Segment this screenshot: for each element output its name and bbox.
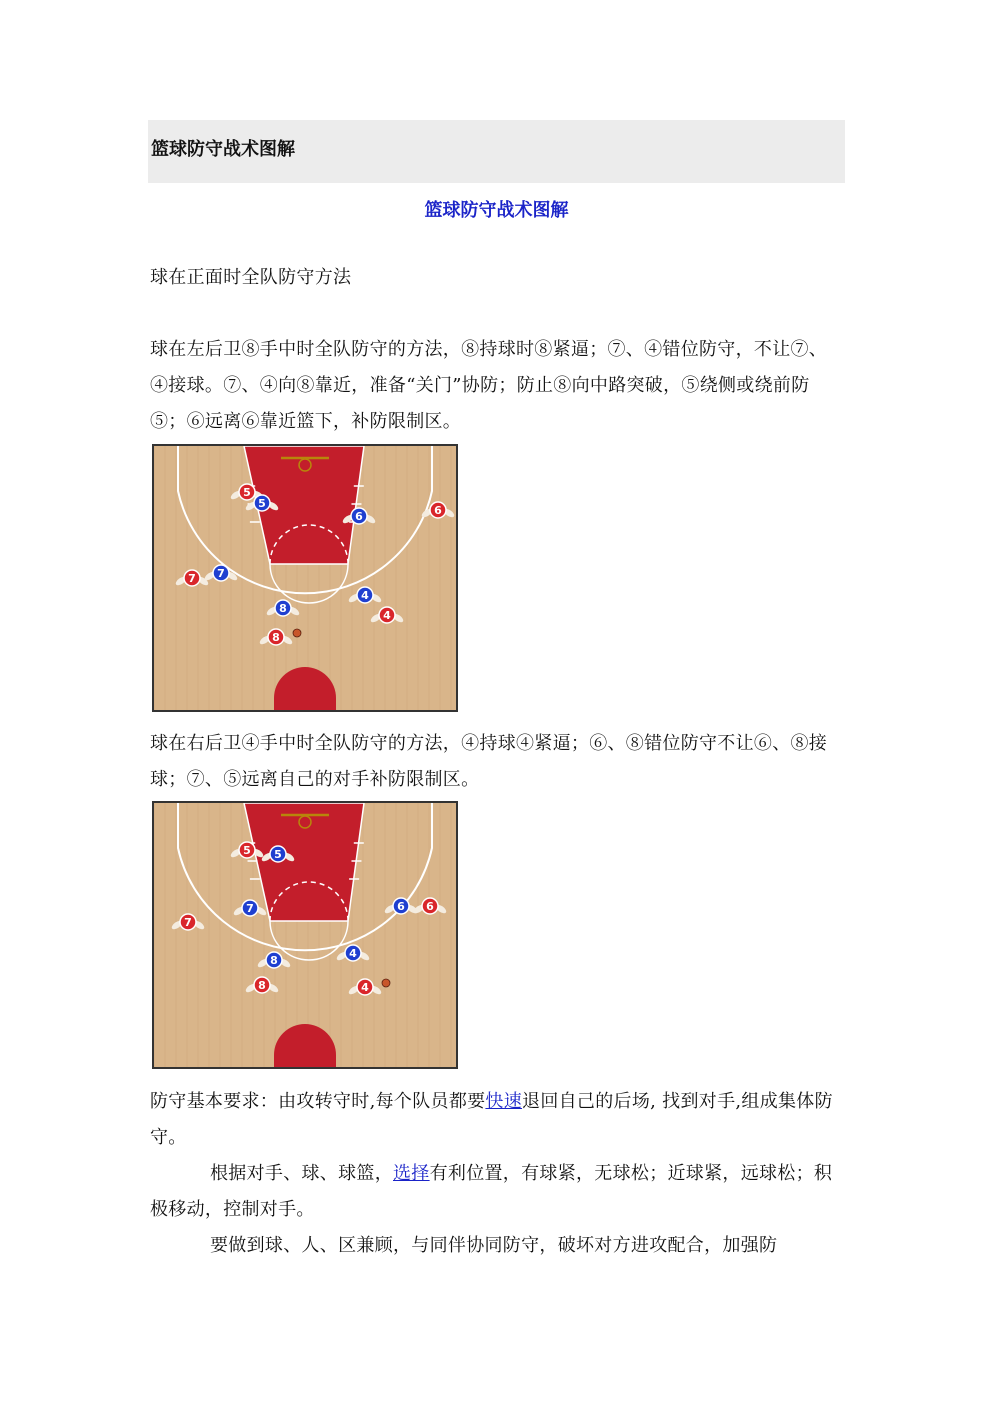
link-kuaisu[interactable]: 快速 [485,1091,523,1112]
player-number: 8 [258,979,266,992]
player-number: 6 [434,504,442,517]
basketball-icon [382,979,390,987]
court-diagram-2 [152,801,458,1069]
text-segment: 有利位置，有球紧，无球松；近球紧，远球松；积极移动，控制对手。 [150,1163,833,1220]
header-bar [148,120,845,183]
player-number: 7 [217,567,225,580]
player-number: 7 [246,902,254,915]
player-number: 4 [349,947,357,960]
player-number: 6 [426,900,434,913]
player-number: 7 [188,572,196,585]
player-number: 5 [243,486,251,499]
text-segment: 退回自己的后场, 找到对手,组成集体防守。 [150,1091,833,1148]
player-number: 5 [274,848,282,861]
player-number: 5 [243,844,251,857]
player-number: 8 [270,954,278,967]
text-segment: 防守基本要求：由攻转守时,每个队员都要 [150,1091,486,1112]
player-number: 4 [383,609,391,622]
text-segment: 根据对手、球、球篮， [210,1163,393,1184]
section-heading: 球在正面时全队防守方法 [150,267,352,288]
paragraph-positioning [150,1156,840,1228]
link-xuanze[interactable]: 选择 [393,1163,430,1184]
player-number: 8 [279,602,287,615]
player-number: 5 [258,497,266,510]
player-number: 6 [397,900,405,913]
court-diagram-1 [152,444,458,712]
player-number: 7 [184,916,192,929]
header-title: 篮球防守战术图解 [151,139,295,160]
paragraph-right-guard: 球在右后卫④手中时全队防守的方法，④持球④紧逼；⑥、⑧错位防守不让⑥、⑧接球；⑦、⑤远离自己的对手补防限制区。 [150,733,828,790]
player-number: 4 [361,589,369,602]
player-number: 4 [361,981,369,994]
paragraph-cooperation: 要做到球、人、区兼顾，与同伴协同防守，破坏对方进攻配合，加强防 [210,1235,778,1256]
paragraph-basic-requirements [150,1084,840,1156]
doc-title: 篮球防守战术图解 [424,200,569,221]
player-number: 6 [355,510,363,523]
basketball-icon [293,629,301,637]
player-number: 8 [272,631,280,644]
paragraph-left-guard: 球在左后卫⑧手中时全队防守的方法，⑧持球时⑧紧逼；⑦、④错位防守，不让⑦、④接球。⑦、④向⑧靠近，准备“关门”协防；防止⑧向中路突破，⑤绕侧或绕前防⑤；⑥远离⑥靠近篮下，补防限制区。 [150,339,828,432]
